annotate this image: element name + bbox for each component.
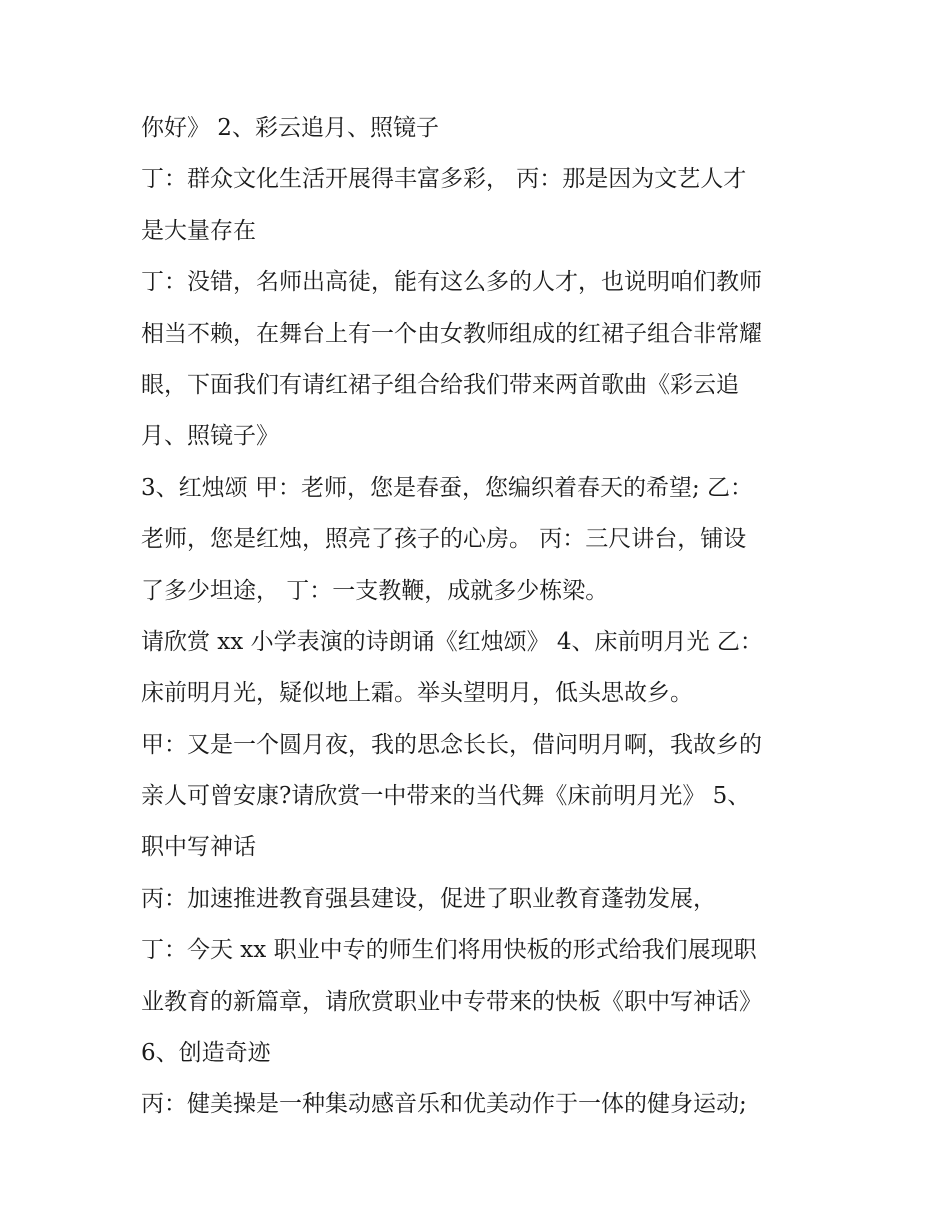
text-line: 丙：健美操是一种集动感音乐和优美动作于一体的健身运动;	[141, 1091, 747, 1118]
text-line: 业教育的新篇章，请欣赏职业中专带来的快板《职中写神话》	[141, 988, 762, 1015]
text-line: 床前明月光，疑似地上霜。举头望明月，低头思故乡。	[141, 680, 693, 707]
text-line: 了多少坦途， 丁：一支教鞭，成就多少栋梁。	[141, 577, 609, 604]
text-line: 月、照镜子》	[141, 423, 279, 450]
text-line: 3、红烛颂 甲：老师，您是春蚕，您编织着春天的希望; 乙：	[141, 474, 754, 501]
text-line: 你好》 2、彩云追月、照镜子	[141, 115, 439, 141]
text-line: 眼，下面我们有请红裙子组合给我们带来两首歌曲《彩云追	[141, 371, 739, 398]
text-line: 丙：加速推进教育强县建设，促进了职业教育蓬勃发展，	[141, 885, 716, 912]
text-line: 丁：群众文化生活开展得丰富多彩， 丙：那是因为文艺人才	[141, 166, 747, 193]
text-line: 丁：今天 xx 职业中专的师生们将用快板的形式给我们展现职	[141, 937, 757, 964]
text-line: 6、创造奇迹	[141, 1040, 271, 1067]
text-line: 是大量存在	[141, 217, 256, 244]
text-line: 职中写神话	[141, 834, 256, 861]
text-line: 亲人可曾安康?请欣赏一中带来的当代舞《床前明月光》 5、	[141, 783, 751, 810]
text-line: 甲：又是一个圆月夜，我的思念长长，借问明月啊，我故乡的	[141, 731, 762, 758]
text-line: 请欣赏 xx 小学表演的诗朗诵《红烛颂》 4、床前明月光 乙：	[141, 628, 763, 655]
document-text-body	[141, 108, 831, 1136]
text-line: 相当不赖，在舞台上有一个由女教师组成的红裙子组合非常耀	[141, 320, 762, 347]
text-line: 老师，您是红烛，照亮了孩子的心房。 丙：三尺讲台，铺设	[141, 526, 747, 553]
text-line: 丁：没错，名师出高徒，能有这么多的人才，也说明咱们教师	[141, 269, 762, 296]
